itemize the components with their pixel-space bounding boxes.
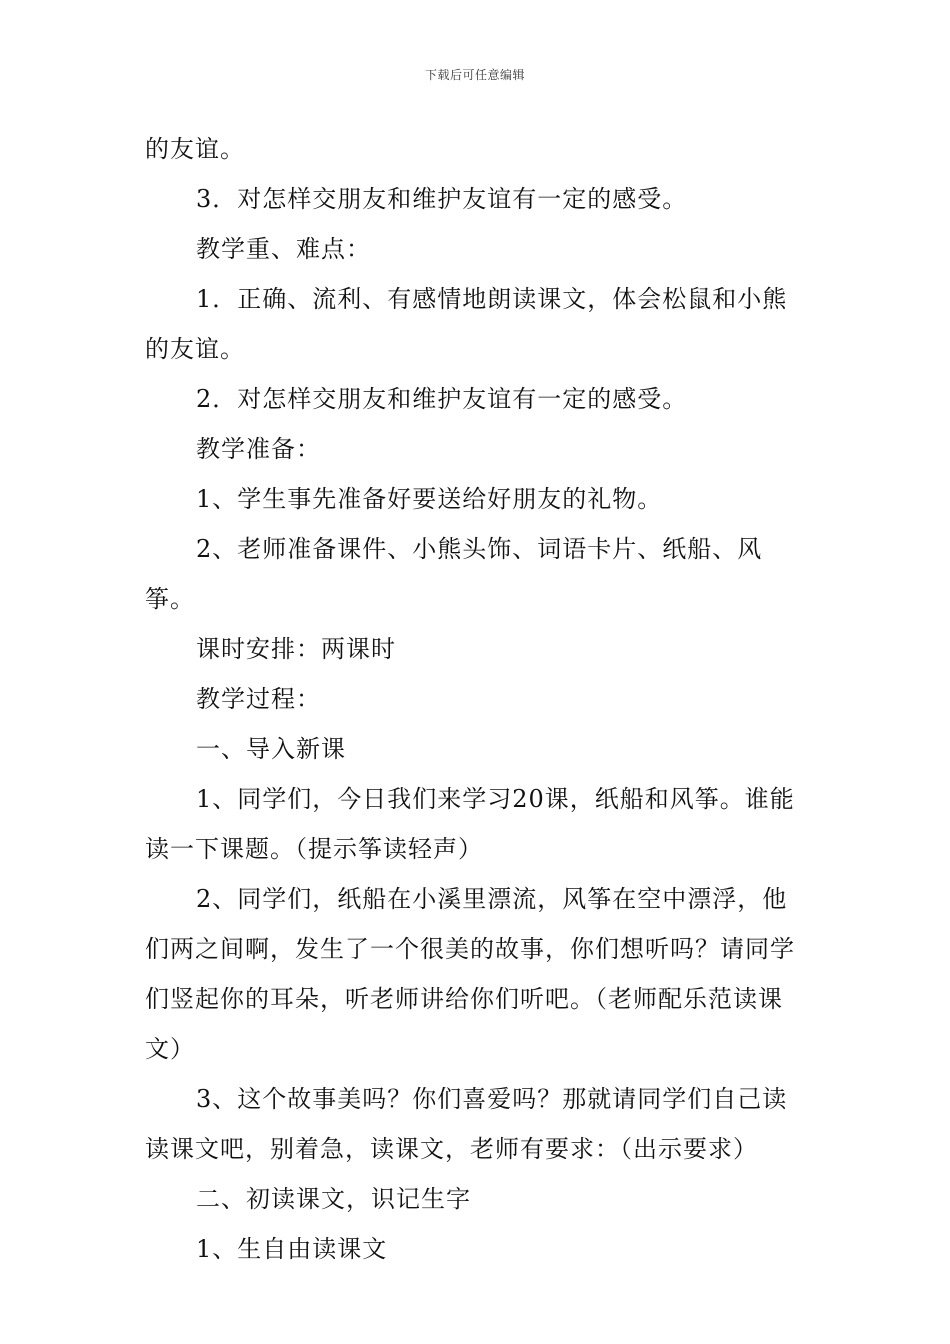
section-heading: 二、初读课文，识记生字 (196, 1185, 471, 1213)
paragraph: 1、同学们，今日我们来学习20课，纸船和风筝。谁能读一下课题。（提示筝读轻声） (145, 785, 795, 863)
paragraph: 的友谊。 (145, 135, 245, 163)
section-heading: 教学准备： (196, 435, 321, 463)
paragraph: 2、老师准备课件、小熊头饰、词语卡片、纸船、风筝。 (145, 535, 763, 613)
section-heading: 一、导入新课 (196, 735, 346, 763)
header-note: 下载后可任意编辑 (424, 68, 525, 82)
paragraph: 1、生自由读课文 (196, 1235, 388, 1263)
paragraph: 1．正确、流利、有感情地朗读课文，体会松鼠和小熊的友谊。 (145, 285, 788, 363)
paragraph: 1、学生事先准备好要送给好朋友的礼物。 (196, 485, 663, 513)
paragraph: 2、同学们，纸船在小溪里漂流，风筝在空中漂浮，他们两之间啊，发生了一个很美的故事，你们想听吗？请同学们竖起你的耳朵，听老师讲给你们听吧。（老师配乐范读课文） (145, 885, 795, 1063)
section-heading: 教学过程： (196, 685, 321, 713)
paragraph: 2．对怎样交朋友和维护友谊有一定的感受。 (196, 385, 688, 413)
paragraph: 3、这个故事美吗？你们喜爱吗？那就请同学们自己读读课文吧，别着急，读课文，老师有要求：（出示要求） (145, 1085, 788, 1163)
paragraph: 3．对怎样交朋友和维护友谊有一定的感受。 (196, 185, 688, 213)
document-body (145, 124, 810, 1274)
paragraph: 课时安排：两课时 (196, 635, 396, 663)
section-heading: 教学重、难点： (196, 235, 371, 263)
